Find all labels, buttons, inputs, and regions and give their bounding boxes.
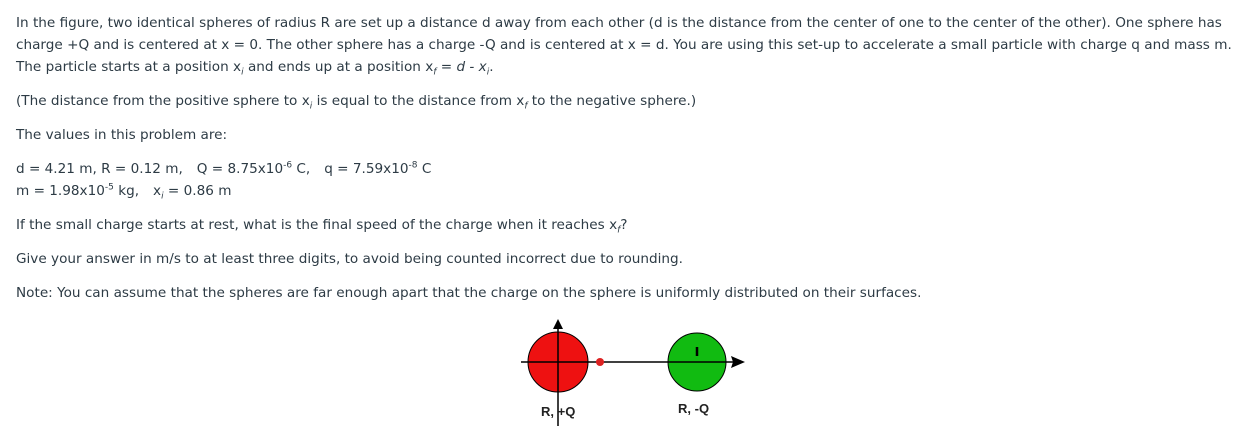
question-paragraph xyxy=(16,214,1238,236)
x-axis-arrowhead xyxy=(731,356,745,368)
negative-sphere-label: R, -Q xyxy=(678,401,710,416)
positive-sphere-label: R, +Q xyxy=(541,404,576,419)
value-q: q = 7.59x10 xyxy=(324,161,409,177)
value-q-unit: C xyxy=(417,161,432,177)
charged-particle xyxy=(596,358,604,366)
value-Q-unit: C, xyxy=(292,161,311,177)
intro-text-2: and ends up at a position x xyxy=(243,59,434,75)
question-sub-f: f xyxy=(617,225,621,236)
y-axis-arrowhead xyxy=(553,319,563,329)
intro-text-1: In the figure, two identical spheres of radius R are set up a distance d away from each other (d is the distance from the center of one to the center of the other). One sphere has charge +Q and is centered at x = 0. The other sphere has a charge -Q and is centered at x = d. You are using this set-up to accelerate a small particle with charge q and mass m. The particle starts at a position x xyxy=(16,15,1232,75)
question-text-1: If the small charge starts at rest, what is the final speed of the charge when it reaches x xyxy=(16,217,618,233)
value-xi-value: = 0.86 m xyxy=(163,183,232,199)
instruction-paragraph: Give your answer in m/s to at least three digits, to avoid being counted incorrect due to rounding. xyxy=(16,251,683,267)
intro-paragraph xyxy=(16,12,1238,78)
value-xi-sub: i xyxy=(161,191,164,202)
question-text-2: ? xyxy=(620,217,628,233)
value-Q-exponent: -6 xyxy=(283,160,293,171)
values-line-1 xyxy=(16,158,1238,180)
values-line-2 xyxy=(16,180,1238,202)
intro-text-4: . xyxy=(489,59,494,75)
note-text-2: is equal to the distance from x xyxy=(312,93,525,109)
value-Q: Q = 8.75x10 xyxy=(196,161,284,177)
note-sub-i: i xyxy=(309,101,313,112)
spheres-figure xyxy=(513,316,749,434)
assumption-note: Note: You can assume that the spheres are far enough apart that the charge on the sphere is uniformly distributed on their surfaces. xyxy=(16,285,922,301)
value-q-exponent: -8 xyxy=(408,160,418,171)
intro-sub-f: f xyxy=(433,67,437,78)
note-text-3: to the negative sphere.) xyxy=(527,93,697,109)
value-m-unit: kg, xyxy=(113,183,140,199)
distance-note xyxy=(16,90,1238,112)
intro-sub-i: i xyxy=(241,67,244,78)
value-m: m = 1.98x10 xyxy=(16,183,105,199)
intro-text-3: = d - x xyxy=(436,59,487,75)
note-sub-f: f xyxy=(524,101,528,112)
values-heading: The values in this problem are: xyxy=(16,127,228,143)
note-text-1: (The distance from the positive sphere to x xyxy=(16,93,310,109)
problem-text xyxy=(16,12,1238,316)
value-xi: x xyxy=(153,183,162,199)
intro-sub-i2: i xyxy=(486,67,490,78)
value-d-R: d = 4.21 m, R = 0.12 m, xyxy=(16,161,183,177)
value-m-exponent: -5 xyxy=(104,182,114,193)
